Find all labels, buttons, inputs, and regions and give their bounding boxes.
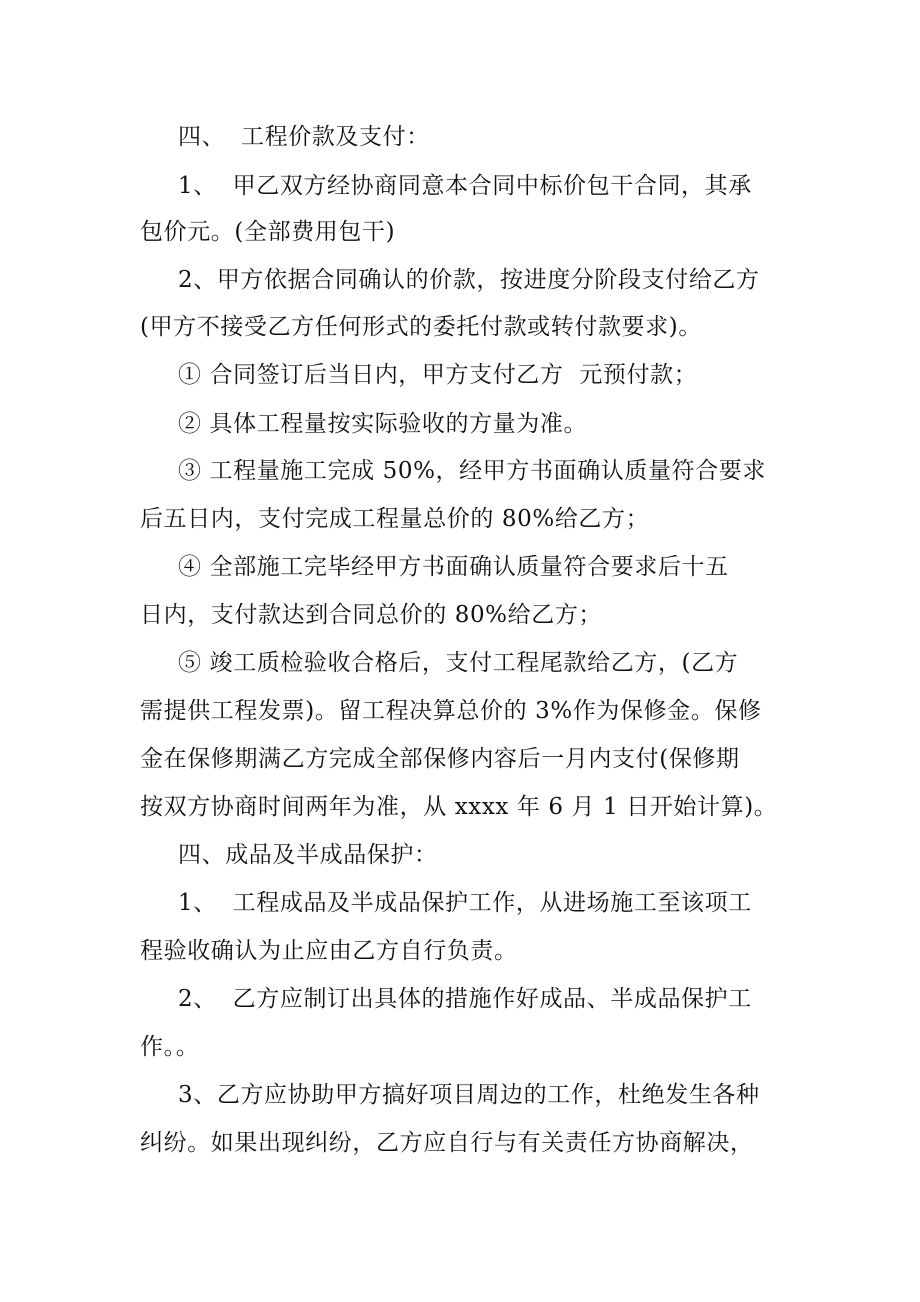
paragraph-line: 作。。 [140, 1034, 200, 1060]
paragraph-line: 1、 工程成品及半成品保护工作，从进场施工至该项工 [178, 890, 752, 916]
list-item-5: ⑤ 竣工质检验收合格后，支付工程尾款给乙方，(乙方 [178, 650, 739, 676]
paragraph-line: (甲方不接受乙方任何形式的委托付款或转付款要求)。 [140, 314, 702, 340]
paragraph-line: 金在保修期满乙方完成全部保修内容后一月内支付(保修期 [140, 746, 740, 772]
section-heading-protection: 四、成品及半成品保护： [178, 842, 438, 868]
list-item-1: ① 合同签订后当日内，甲方支付乙方 元预付款； [178, 362, 698, 388]
list-item-4: ④ 全部施工完毕经甲方书面确认质量符合要求后十五 [178, 554, 729, 580]
paragraph-line: 包价元。(全部费用包干) [140, 219, 396, 245]
paragraph-line: 程验收确认为止应由乙方自行负责。 [140, 938, 518, 964]
list-item-3: ③ 工程量施工完成 50%，经甲方书面确认质量符合要求 [178, 458, 766, 484]
paragraph-line: 2、甲方依据合同确认的价款，按进度分阶段支付给乙方 [178, 267, 760, 293]
paragraph-line: 日内，支付款达到合同总价的 80%给乙方； [140, 602, 603, 628]
paragraph-line: 按双方协商时间两年为准，从 xxxx 年 6 月 1 日开始计算)。 [140, 794, 778, 820]
list-item-2: ② 具体工程量按实际验收的方量为准。 [178, 411, 588, 437]
paragraph-line: 2、 乙方应制订出具体的措施作好成品、半成品保护工 [178, 986, 752, 1012]
section-heading-payment: 四、 工程价款及支付： [178, 124, 430, 150]
paragraph-line: 3、乙方应协助甲方搞好项目周边的工作，杜绝发生各种 [178, 1082, 760, 1108]
paragraph-line: 后五日内，支付完成工程量总价的 80%给乙方； [140, 506, 650, 532]
paragraph-line: 纠纷。如果出现纠纷，乙方应自行与有关责任方协商解决， [140, 1130, 754, 1156]
paragraph-line: 1、 甲乙双方经协商同意本合同中标价包干合同，其承 [178, 173, 752, 199]
paragraph-line: 需提供工程发票)。留工程决算总价的 3%作为保修金。保修 [140, 698, 762, 724]
